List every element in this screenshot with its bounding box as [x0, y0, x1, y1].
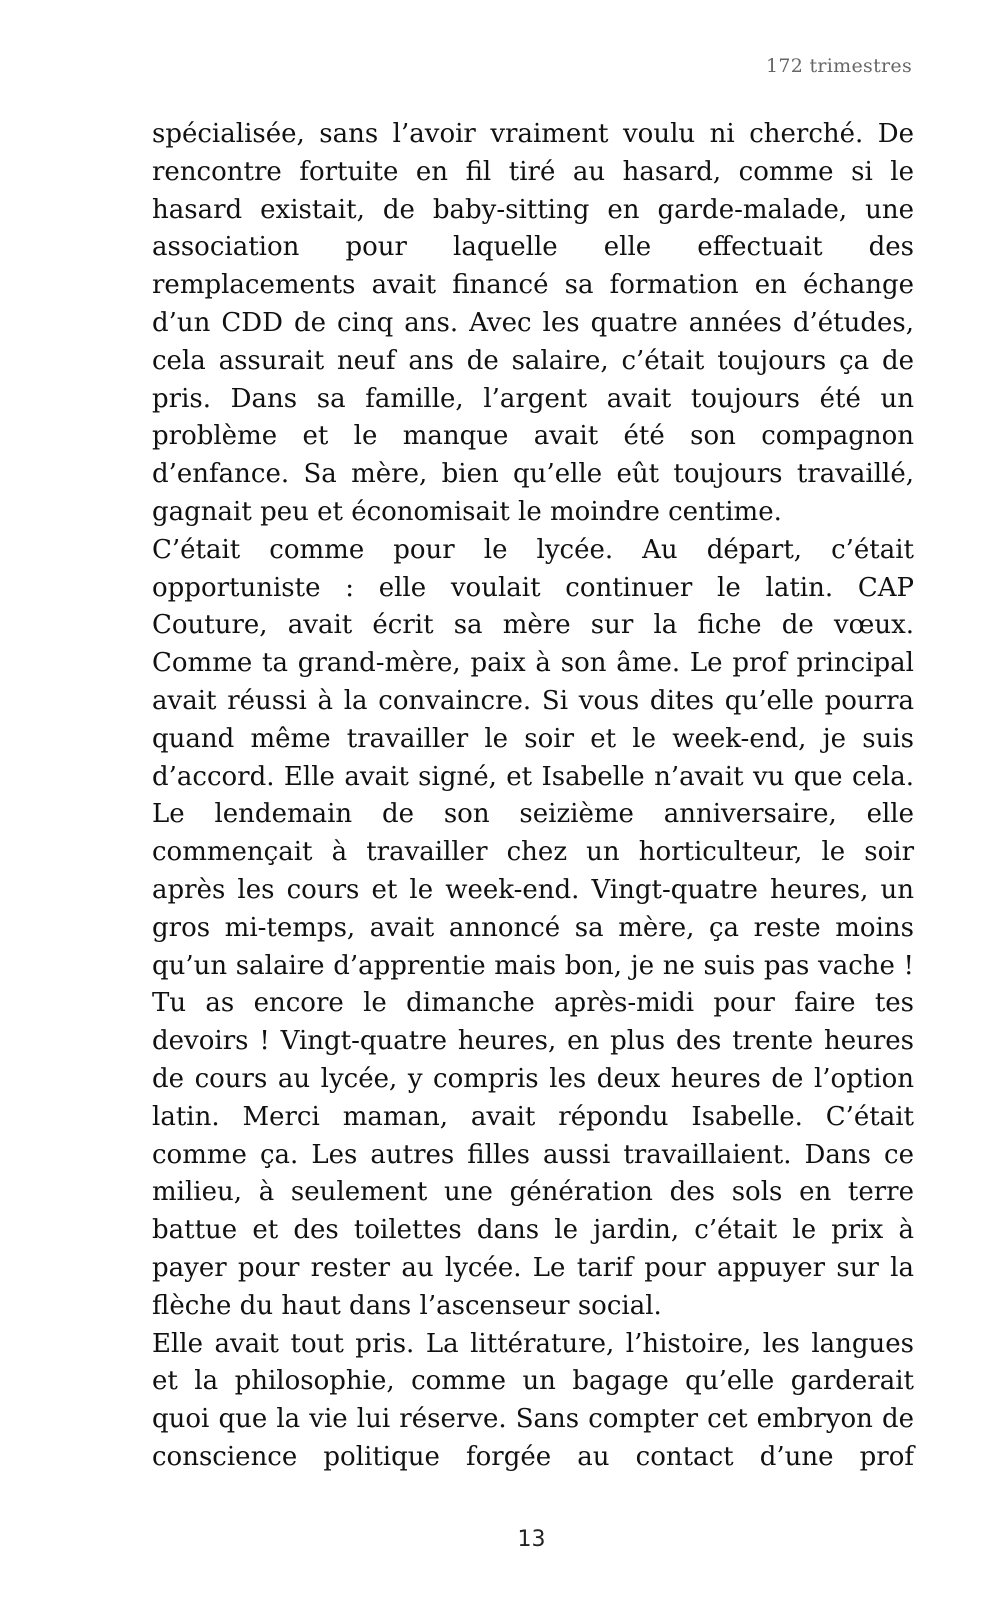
paragraph-2: C’était comme pour le lycée. Au départ, c’était opportuniste : elle voulait continuer le latin. CAP Couture, avait écrit sa mère sur la fiche de vœux. Comme ta grand-mère, paix à son âme. Le prof principal avait réussi à la convaincre. Si vous dites qu’elle pourra quand même travailler le soir et le week-end, je suis d’accord. Elle avait signé, et Isabelle n’avait vu que cela. Le lendemain de son seizième anniversaire, elle commençait à travailler chez un horticulteur, le soir après les cours et le week-end. Vingt-quatre heures, un gros mi-temps, avait annoncé sa mère, ça reste moins qu’un salaire d’apprentie mais bon, je ne suis pas vache ! Tu as encore le dimanche après-midi pour faire tes devoirs ! Vingt-quatre heures, en plus des trente heures de cours au lycée, y compris les deux heures de l’option latin. Merci maman, avait répondu Isabelle. C’était comme ça. Les autres filles aussi travaillaient. Dans ce milieu, à seulement une génération des sols en terre battue et des toilettes dans le jardin, c’était le prix à payer pour rester au lycée. Le tarif pour appuyer sur la flèche du haut dans l’ascenseur social.: [152, 534, 914, 1321]
page-number: 13: [517, 1527, 546, 1552]
paragraph-1: spécialisée, sans l’avoir vraiment voulu ni cherché. De rencontre fortuite en fil tiré au hasard, comme si le hasard existait, de baby-sitting en garde-malade, une association pour laquelle elle effectuait des remplacements avait financé sa formation en échange d’un CDD de cinq ans. Avec les quatre années d’études, cela assurait neuf ans de salaire, c’était toujours ça de pris. Dans sa famille, l’argent avait toujours été un problème et le manque avait été son compagnon d’enfance. Sa mère, bien qu’elle eût toujours travaillé, gagnait peu et économisait le moindre centime.: [152, 119, 914, 527]
body-text: [152, 116, 914, 1477]
running-header-title: 172 trimestres: [765, 55, 912, 77]
paragraph-3: Elle avait tout pris. La littérature, l’histoire, les langues et la philosophie, comme un bagage qu’elle garderait quoi que la vie lui réserve. Sans compter cet embryon de conscience politique forgée au contact d’une prof: [152, 1328, 914, 1472]
